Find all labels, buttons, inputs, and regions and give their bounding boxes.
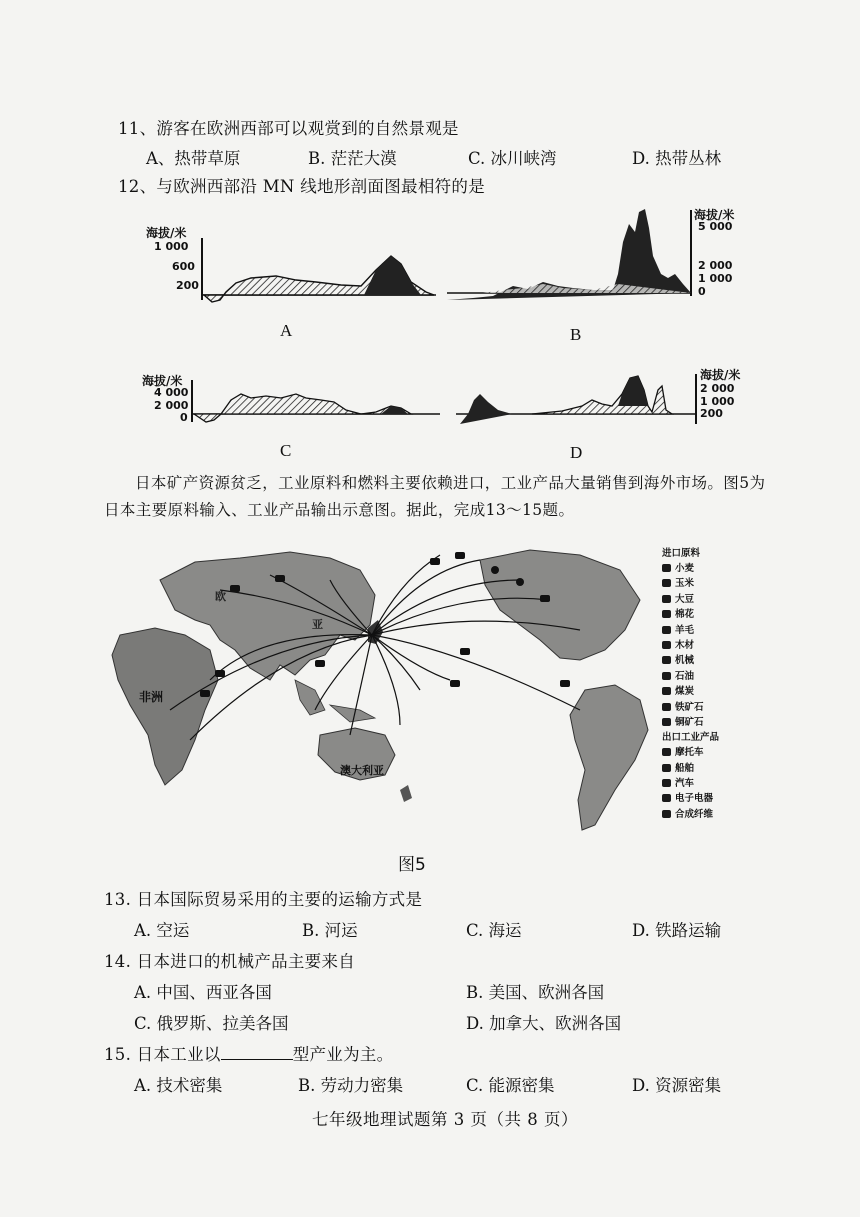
motorcycle-icon bbox=[662, 748, 671, 756]
legend-import-title: 进口原料 bbox=[662, 548, 701, 559]
q14-option-b[interactable]: B. 美国、欧洲各国 bbox=[466, 983, 605, 1002]
q11-option-b[interactable]: B. 茫茫大漠 bbox=[308, 149, 397, 168]
cotton-icon bbox=[662, 610, 671, 618]
wheat-icon bbox=[662, 564, 671, 572]
ship-icon bbox=[662, 764, 671, 772]
profile-b-tick: 2 000 bbox=[698, 259, 733, 272]
profile-b-tick: 5 000 bbox=[698, 220, 733, 233]
legend-item: 煤炭 bbox=[662, 684, 742, 699]
q14-option-a[interactable]: A. 中国、西亚各国 bbox=[134, 983, 272, 1002]
oil-icon bbox=[662, 672, 671, 680]
intro-paragraph: 日本矿产资源贫乏，工业原料和燃料主要依赖进口，工业产品大量销售到海外市场。图5为日本主要原料输入、工业产品输出示意图。据此，完成13～15题。 bbox=[104, 474, 766, 519]
legend-item: 合成纤维 bbox=[662, 807, 742, 822]
profile-c-chart[interactable] bbox=[186, 374, 444, 430]
map-label-africa: 非洲 bbox=[139, 690, 164, 704]
profile-c-tick: 4 000 bbox=[154, 386, 189, 399]
profile-d-chart[interactable] bbox=[452, 366, 700, 432]
profile-d-axis-label: 海拔/米 bbox=[700, 368, 741, 382]
answer-blank[interactable] bbox=[221, 1045, 293, 1060]
legend-item: 摩托车 bbox=[662, 745, 742, 760]
page-footer: 七年级地理试题第 3 页（共 8 页） bbox=[312, 1110, 578, 1129]
profile-a-letter: A bbox=[280, 321, 293, 340]
legend-item: 铁矿石 bbox=[662, 700, 742, 715]
profile-a-chart[interactable] bbox=[196, 230, 441, 310]
profile-a-axis-label: 海拔/米 bbox=[146, 226, 187, 240]
legend-item: 大豆 bbox=[662, 592, 742, 607]
legend-item: 船舶 bbox=[662, 761, 742, 776]
legend-item: 汽车 bbox=[662, 776, 742, 791]
profile-a-tick: 200 bbox=[176, 279, 199, 292]
car-icon bbox=[662, 779, 671, 787]
profile-b-tick: 1 000 bbox=[698, 272, 733, 285]
q13-option-a[interactable]: A. 空运 bbox=[134, 921, 190, 940]
iron-ore-icon bbox=[662, 703, 671, 711]
q13-option-c[interactable]: C. 海运 bbox=[466, 921, 522, 940]
machinery-icon bbox=[662, 656, 671, 664]
legend-export-title: 出口工业产品 bbox=[662, 732, 720, 744]
profile-b-chart[interactable] bbox=[443, 204, 695, 308]
soybean-icon bbox=[662, 595, 671, 603]
legend-item: 石油 bbox=[662, 669, 742, 684]
q14-option-d[interactable]: D. 加拿大、欧洲各国 bbox=[466, 1014, 622, 1033]
timber-icon bbox=[662, 641, 671, 649]
synthetic-fiber-icon bbox=[662, 810, 671, 818]
legend-item: 铜矿石 bbox=[662, 715, 742, 730]
q15-option-a[interactable]: A. 技术密集 bbox=[134, 1076, 223, 1095]
profile-a-tick: 600 bbox=[172, 260, 195, 273]
map-label-europe: 欧 bbox=[215, 590, 226, 603]
profile-b-tick: 0 bbox=[698, 285, 706, 298]
trade-map[interactable] bbox=[100, 540, 660, 845]
q13-option-b[interactable]: B. 河运 bbox=[302, 921, 358, 940]
map-label-asia: 亚 bbox=[312, 618, 323, 631]
profile-c-tick: 0 bbox=[180, 411, 188, 424]
corn-icon bbox=[662, 579, 671, 587]
profile-b-axis-label: 海拔/米 bbox=[694, 208, 735, 222]
q11-option-d[interactable]: D. 热带丛林 bbox=[632, 149, 722, 168]
map-legend bbox=[662, 546, 742, 822]
profile-d-tick: 200 bbox=[700, 407, 723, 420]
question-12-stem: 12、与欧洲西部沿 MN 线地形剖面图最相符的是 bbox=[118, 177, 486, 196]
profile-d-tick: 1 000 bbox=[700, 395, 735, 408]
figure-caption: 图5 bbox=[398, 855, 426, 875]
legend-item: 玉米 bbox=[662, 576, 742, 591]
question-11-stem: 11、游客在欧洲西部可以观赏到的自然景观是 bbox=[118, 119, 459, 138]
profile-d-letter: D bbox=[570, 443, 583, 462]
profile-a-tick: 1 000 bbox=[154, 240, 189, 253]
copper-ore-icon bbox=[662, 718, 671, 726]
q14-option-c[interactable]: C. 俄罗斯、拉美各国 bbox=[134, 1014, 289, 1033]
legend-item: 羊毛 bbox=[662, 623, 742, 638]
profile-b-letter: B bbox=[570, 325, 582, 344]
profile-c-tick: 2 000 bbox=[154, 399, 189, 412]
q15-option-b[interactable]: B. 劳动力密集 bbox=[298, 1076, 404, 1095]
q15-option-c[interactable]: C. 能源密集 bbox=[466, 1076, 555, 1095]
coal-icon bbox=[662, 687, 671, 695]
electronics-icon bbox=[662, 794, 671, 802]
map-label-australia: 澳大利亚 bbox=[340, 764, 384, 777]
legend-item: 小麦 bbox=[662, 561, 742, 576]
q11-option-c[interactable]: C. 冰川峡湾 bbox=[468, 149, 557, 168]
question-15-stem: 15. 日本工业以 型产业为主。 bbox=[104, 1045, 394, 1064]
question-13-stem: 13. 日本国际贸易采用的主要的运输方式是 bbox=[104, 890, 423, 909]
question-14-stem: 14. 日本进口的机械产品主要来自 bbox=[104, 952, 356, 971]
wool-icon bbox=[662, 626, 671, 634]
legend-item: 电子电器 bbox=[662, 791, 742, 806]
q13-option-d[interactable]: D. 铁路运输 bbox=[632, 921, 722, 940]
legend-item: 棉花 bbox=[662, 607, 742, 622]
q15-option-d[interactable]: D. 资源密集 bbox=[632, 1076, 722, 1095]
profile-c-letter: C bbox=[280, 441, 292, 460]
profile-c-axis-label: 海拔/米 bbox=[142, 374, 183, 388]
legend-item: 机械 bbox=[662, 653, 742, 668]
legend-item: 木材 bbox=[662, 638, 742, 653]
q11-option-a[interactable]: A、热带草原 bbox=[146, 149, 241, 168]
profile-d-tick: 2 000 bbox=[700, 382, 735, 395]
